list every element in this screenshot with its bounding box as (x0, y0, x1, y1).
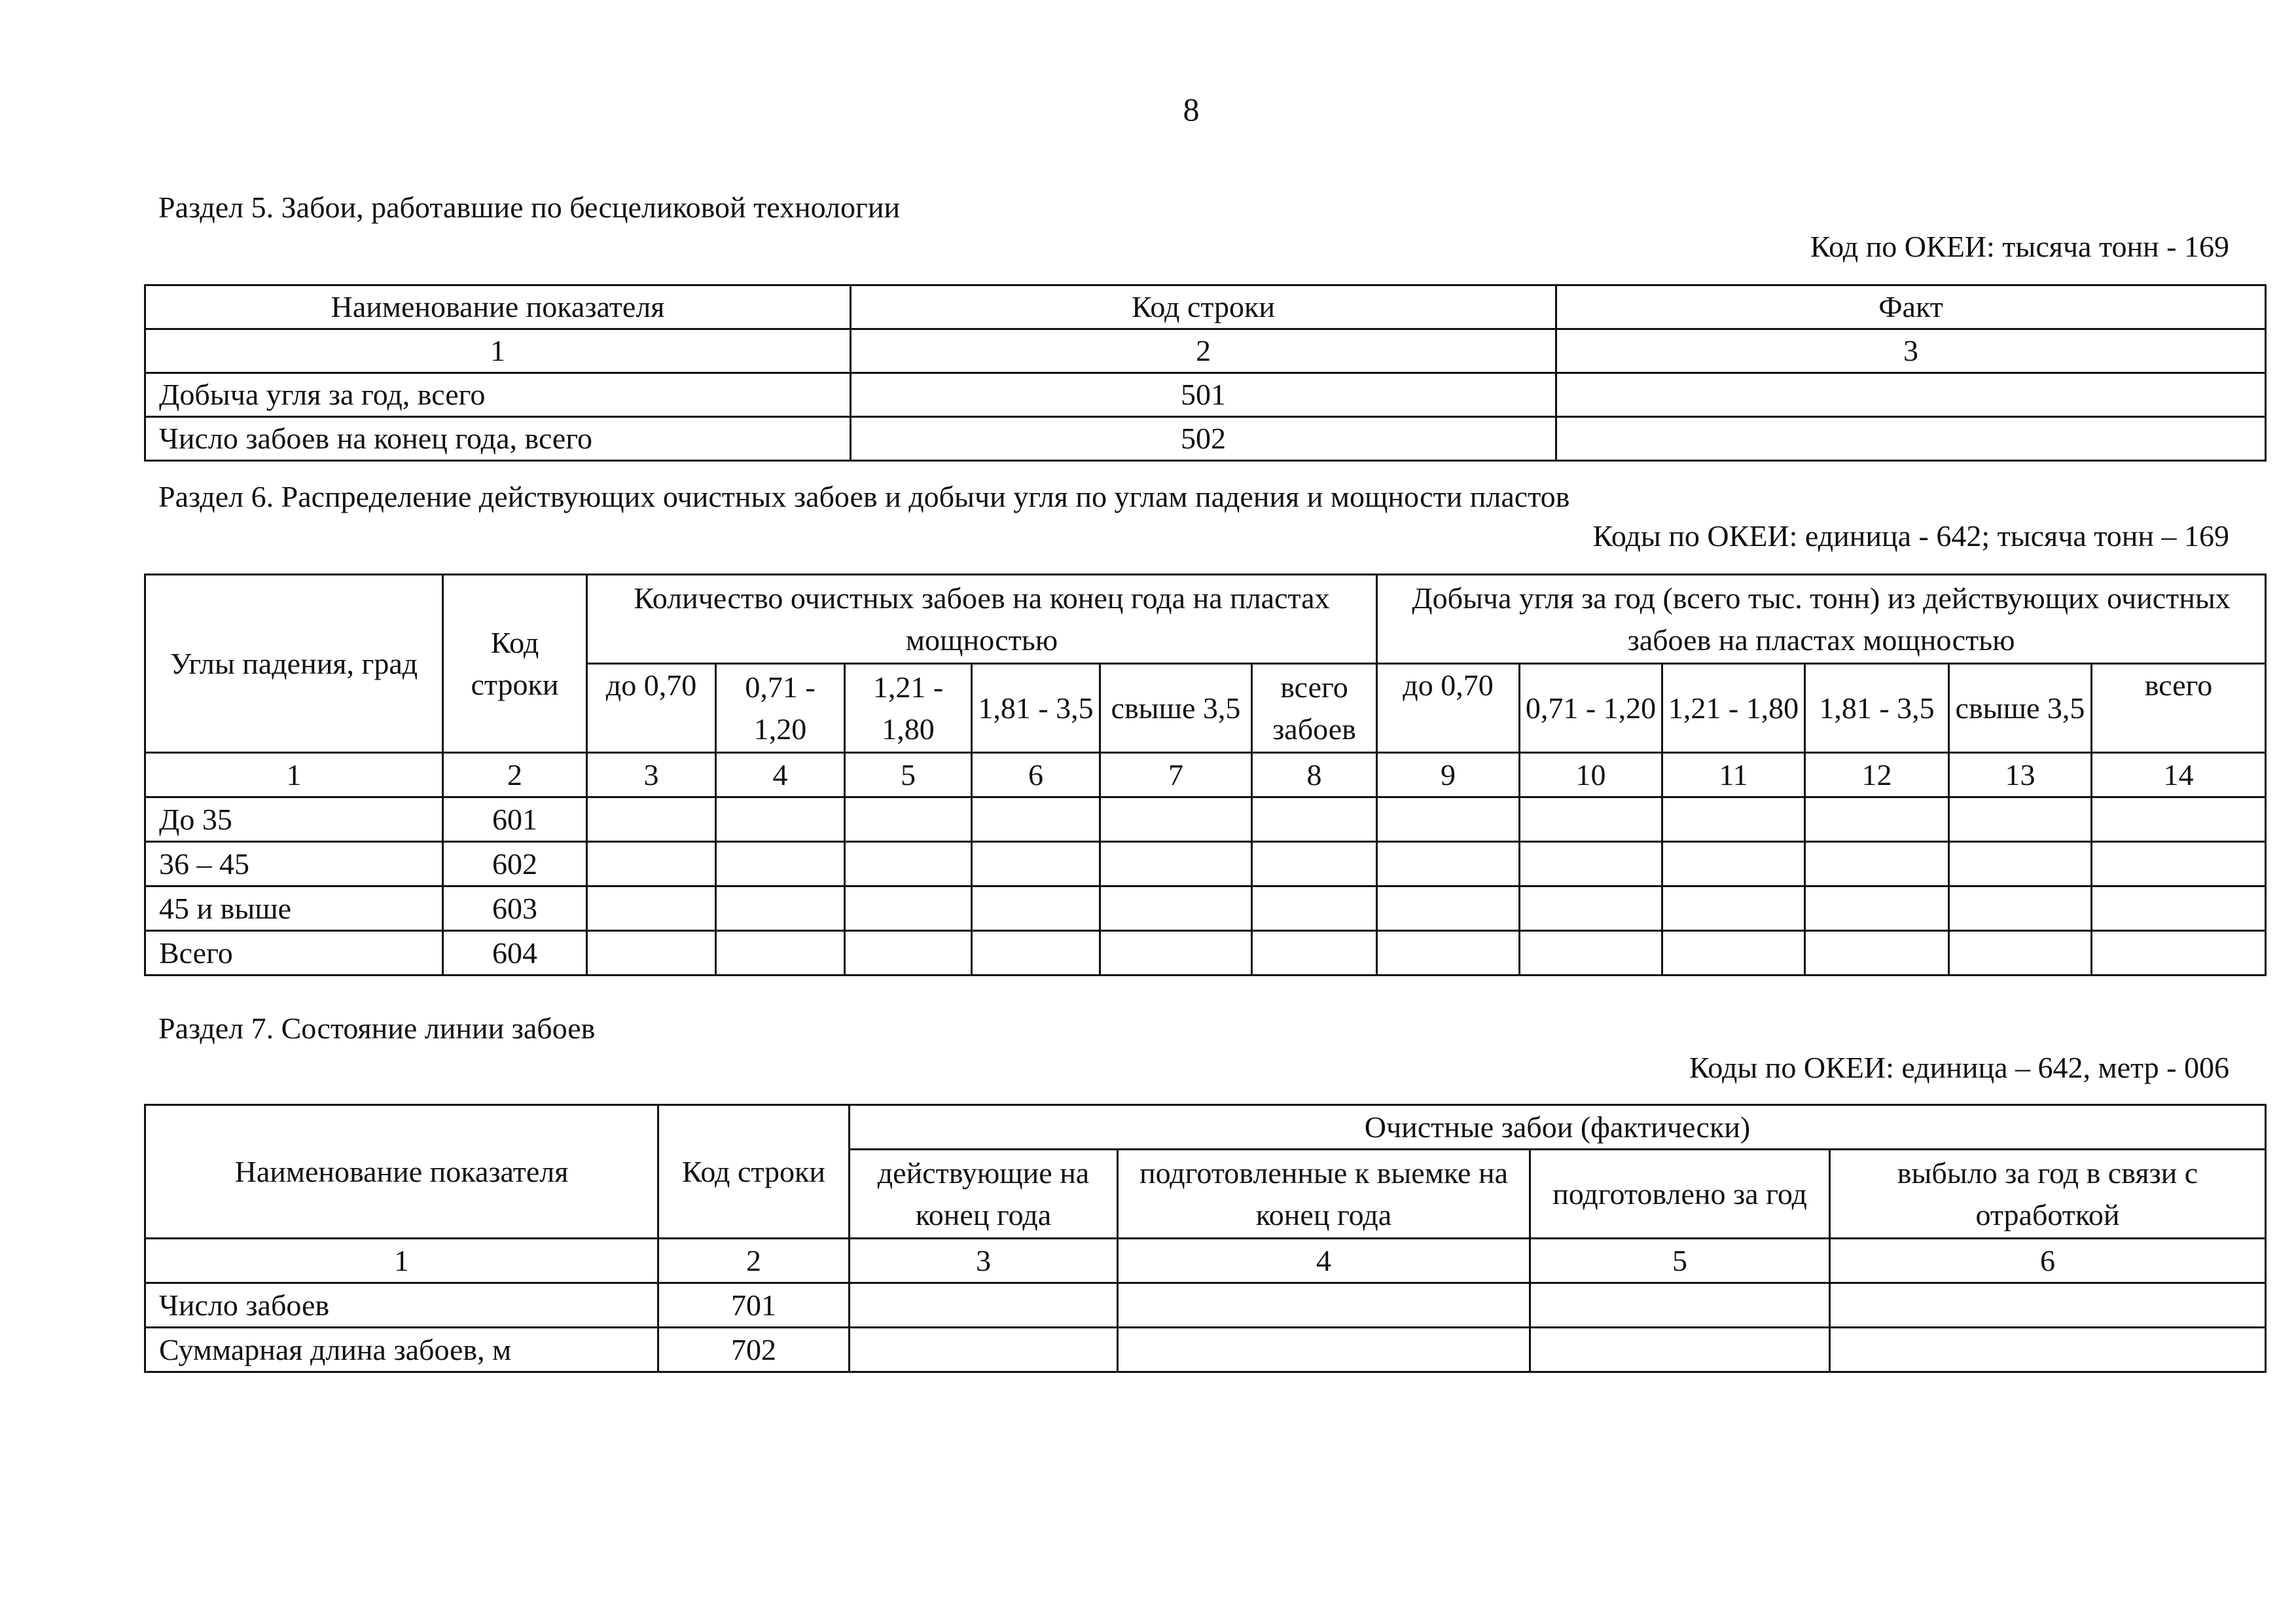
s6-g1-col: 1,21 - 1,80 (845, 664, 972, 753)
s6-colnum: 10 (1520, 753, 1662, 797)
s6-cell[interactable] (1520, 931, 1662, 976)
s6-g2-col: 0,71 - 1,20 (1520, 664, 1662, 753)
s6-cell[interactable] (2092, 931, 2266, 976)
s5-colnum: 3 (1556, 329, 2266, 373)
s6-cell[interactable] (1100, 797, 1252, 842)
s6-cell[interactable] (1377, 931, 1520, 976)
s6-cell[interactable] (587, 797, 716, 842)
s6-cell[interactable] (845, 842, 972, 886)
section7-table (144, 1104, 2267, 1373)
s6-colnum: 3 (587, 753, 716, 797)
s6-group1-header: Количество очистных забоев на конец года на пластах мощностью (587, 575, 1377, 664)
s6-colnum: 8 (1252, 753, 1377, 797)
s6-cell[interactable] (716, 797, 845, 842)
s5-colnum: 1 (145, 329, 851, 373)
s6-cell[interactable] (2092, 842, 2266, 886)
s6-cell[interactable] (1662, 886, 1805, 931)
s6-cell[interactable] (2092, 886, 2266, 931)
s6-header-code: Код строки (443, 575, 587, 753)
s6-cell[interactable] (1377, 797, 1520, 842)
s6-colnum: 13 (1949, 753, 2092, 797)
s6-colnum: 14 (2092, 753, 2266, 797)
section5-table (144, 284, 2267, 462)
s6-group2-header: Добыча угля за год (всего тыс. тонн) из действующих очистных забоев на пластах мощностью (1377, 575, 2266, 664)
section5-okei: Код по ОКЕИ: тысяча тонн - 169 (1810, 230, 2229, 263)
s6-colnum: 4 (716, 753, 845, 797)
s7-cell[interactable] (1118, 1328, 1530, 1372)
s7-row-code: 702 (658, 1328, 850, 1372)
s7-colnum: 1 (145, 1239, 658, 1283)
s7-col: выбыло за год в связи с отработкой (1830, 1150, 2266, 1239)
s7-row-code: 701 (658, 1283, 850, 1328)
section6-okei: Коды по ОКЕИ: единица - 642; тысяча тонн – 169 (1592, 519, 2229, 553)
s6-cell[interactable] (2092, 797, 2266, 842)
s6-colnum: 12 (1805, 753, 1949, 797)
s6-cell[interactable] (716, 931, 845, 976)
s6-colnum: 2 (443, 753, 587, 797)
s6-cell[interactable] (972, 886, 1100, 931)
s7-colnum: 2 (658, 1239, 850, 1283)
s6-colnum-row (145, 753, 2266, 797)
table-row (145, 886, 2266, 931)
s6-cell[interactable] (1949, 886, 2092, 931)
s6-cell[interactable] (587, 931, 716, 976)
s6-row-code: 603 (443, 886, 587, 931)
s7-col: подготовленные к выемке на конец года (1118, 1150, 1530, 1239)
section6-table (144, 574, 2267, 976)
s6-cell[interactable] (1949, 931, 2092, 976)
section7-title: Раздел 7. Состояние линии забоев (158, 1012, 596, 1045)
s7-header-code: Код строки (658, 1105, 850, 1239)
table-row (145, 797, 2266, 842)
s6-g1-col: 0,71 - 1,20 (716, 664, 845, 753)
s6-row-code: 602 (443, 842, 587, 886)
s7-group-header: Очистные забои (фактически) (850, 1105, 2266, 1150)
section5-title: Раздел 5. Забои, работавшие по бесцеликовой технологии (158, 191, 901, 224)
s7-cell[interactable] (1830, 1328, 2266, 1372)
s7-cell[interactable] (1530, 1283, 1830, 1328)
s6-colnum: 5 (845, 753, 972, 797)
s5-row-fact-cell[interactable] (1556, 373, 2266, 417)
s6-cell[interactable] (1100, 931, 1252, 976)
s6-g1-col: всего забоев (1252, 664, 1377, 753)
s6-cell[interactable] (1100, 886, 1252, 931)
s6-g2-col: 1,81 - 3,5 (1805, 664, 1949, 753)
s7-colnum: 3 (850, 1239, 1118, 1283)
s6-cell[interactable] (972, 842, 1100, 886)
s6-row-name: 36 – 45 (145, 842, 443, 886)
s6-row-name: До 35 (145, 797, 443, 842)
s5-row-fact-cell[interactable] (1556, 417, 2266, 461)
s6-cell[interactable] (1949, 797, 2092, 842)
s6-row-code: 604 (443, 931, 587, 976)
page-number: 8 (1183, 91, 1200, 128)
s5-header-code: Код строки (851, 285, 1556, 329)
s6-cell[interactable] (1805, 842, 1949, 886)
s6-cell[interactable] (845, 931, 972, 976)
s7-header-name: Наименование показателя (145, 1105, 658, 1239)
s6-row-name: Всего (145, 931, 443, 976)
s7-colnum: 4 (1118, 1239, 1530, 1283)
s6-cell[interactable] (1805, 931, 1949, 976)
s6-cell[interactable] (716, 842, 845, 886)
s5-row-name: Число забоев на конец года, всего (145, 417, 851, 461)
s5-row-name: Добыча угля за год, всего (145, 373, 851, 417)
s6-colnum: 11 (1662, 753, 1805, 797)
s6-g1-col: до 0,70 (587, 664, 716, 753)
s5-row-code: 502 (851, 417, 1556, 461)
s7-cell[interactable] (850, 1283, 1118, 1328)
s6-cell[interactable] (1252, 797, 1377, 842)
s7-colnum-row (145, 1239, 2266, 1283)
section6-title: Раздел 6. Распределение действующих очистных забоев и добычи угля по углам падения и мощности пластов (158, 480, 1570, 513)
s5-colnum: 2 (851, 329, 1556, 373)
s6-cell[interactable] (1662, 797, 1805, 842)
s6-g2-col: свыше 3,5 (1949, 664, 2092, 753)
table-row (145, 1283, 2266, 1328)
s7-cell[interactable] (1118, 1283, 1530, 1328)
s6-colnum: 7 (1100, 753, 1252, 797)
s7-cell[interactable] (1530, 1328, 1830, 1372)
s6-g1-col: свыше 3,5 (1100, 664, 1252, 753)
s7-row-name: Число забоев (145, 1283, 658, 1328)
s6-header-angles: Углы падения, град (145, 575, 443, 753)
section7-okei: Коды по ОКЕИ: единица – 642, метр - 006 (1689, 1051, 2229, 1084)
s6-cell[interactable] (1252, 931, 1377, 976)
table-row (145, 373, 2266, 417)
table-row (145, 842, 2266, 886)
s6-cell[interactable] (1520, 886, 1662, 931)
s6-g2-col: 1,21 - 1,80 (1662, 664, 1805, 753)
s5-row-code: 501 (851, 373, 1556, 417)
s6-g2-col: до 0,70 (1377, 664, 1520, 753)
s7-col: подготовлено за год (1530, 1150, 1830, 1239)
s6-cell[interactable] (1520, 797, 1662, 842)
s7-colnum: 6 (1830, 1239, 2266, 1283)
s6-cell[interactable] (972, 931, 1100, 976)
s6-cell[interactable] (845, 797, 972, 842)
s7-cell[interactable] (850, 1328, 1118, 1372)
s6-colnum: 6 (972, 753, 1100, 797)
s6-cell[interactable] (1662, 931, 1805, 976)
s6-cell[interactable] (1252, 842, 1377, 886)
s7-col: действующие на конец года (850, 1150, 1118, 1239)
s7-row-name: Суммарная длина забоев, м (145, 1328, 658, 1372)
s6-colnum: 1 (145, 753, 443, 797)
s6-cell[interactable] (1377, 842, 1520, 886)
s6-cell[interactable] (1520, 842, 1662, 886)
s7-colnum: 5 (1530, 1239, 1830, 1283)
s6-cell[interactable] (716, 886, 845, 931)
s6-cell[interactable] (1805, 797, 1949, 842)
s7-cell[interactable] (1830, 1283, 2266, 1328)
table-row (145, 931, 2266, 976)
s6-cell[interactable] (1949, 842, 2092, 886)
s6-cell[interactable] (1377, 886, 1520, 931)
s6-g2-col: всего (2092, 664, 2266, 753)
s6-g1-col: 1,81 - 3,5 (972, 664, 1100, 753)
s6-cell[interactable] (587, 842, 716, 886)
s6-cell[interactable] (1100, 842, 1252, 886)
s6-colnum: 9 (1377, 753, 1520, 797)
table-row (145, 1328, 2266, 1372)
s6-cell[interactable] (1662, 842, 1805, 886)
table-row (145, 417, 2266, 461)
s6-cell[interactable] (587, 886, 716, 931)
s6-cell[interactable] (972, 797, 1100, 842)
s5-header-name: Наименование показателя (145, 285, 851, 329)
s6-cell[interactable] (845, 886, 972, 931)
s6-row-name: 45 и выше (145, 886, 443, 931)
s5-header-fact: Факт (1556, 285, 2266, 329)
s6-cell[interactable] (1805, 886, 1949, 931)
s6-row-code: 601 (443, 797, 587, 842)
s6-cell[interactable] (1252, 886, 1377, 931)
